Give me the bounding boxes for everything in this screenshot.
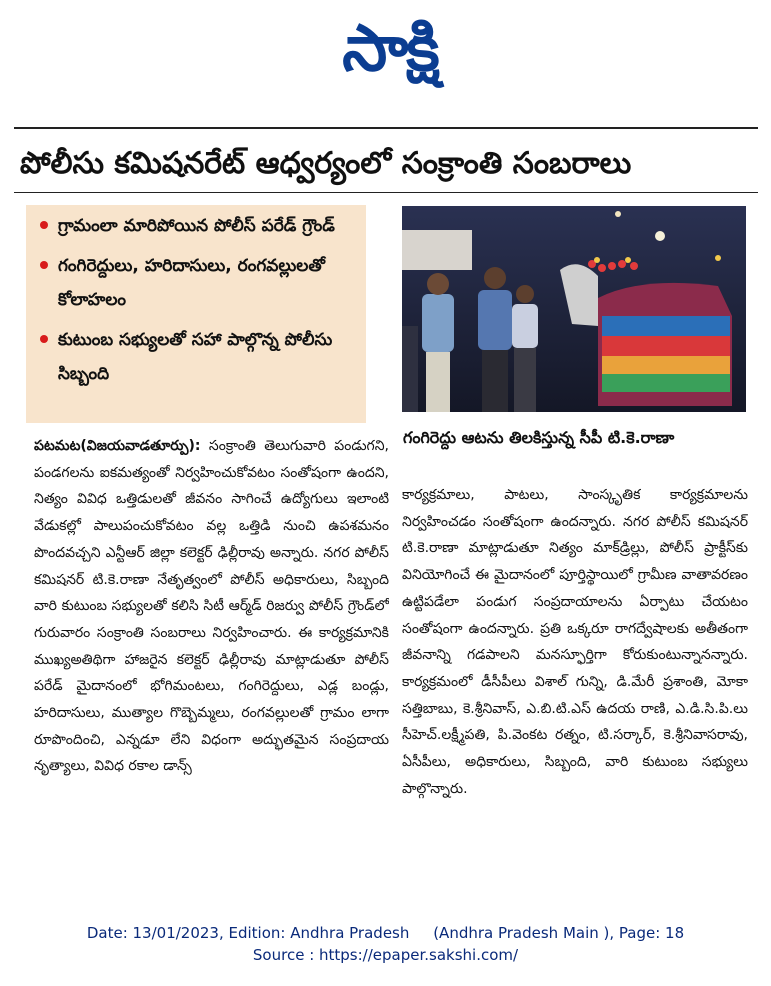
footer-date-line: Date: 13/01/2023, Edition: Andhra Pradesh (Andhra Pradesh Main ), Page: 18	[86, 924, 685, 942]
article-body-left: సంక్రాంతి తెలుగువారి పండుగని, పండగలను ఐకమత్యంతో నిర్వహించుకోవటం సంతోషంగా ఉందని, నిత్యం వివిధ ఒత్తిడులతో జీవనం సాగించే ఉద్యోగులు ఇలాంటి వేడుకల్లో పాలుపంచుకోవటం వల్ల ఒత్తిడి నుంచి ఉపశమనం పొందవచ్చని ఎన్టీఆర్ జిల్లా కలెక్టర్ ఢిల్లీరావు అన్నారు. నగర పోలీస్ కమిషనర్ టి.కె.రాణా నేతృత్వంలో పోలీస్ అధికారులు, సిబ్బంది వారి కుటుంబ సభ్యులతో కలిసి సిటీ ఆర్మ్‌డ్ రిజర్వు పోలీస్ గ్రౌండ్‌లో గురువారం సంక్రాంతి సంబరాలు నిర్వహించారు. ఈ కార్యక్రమానికి ముఖ్యఅతిథిగా హాజరైన కలెక్టర్ ఢిల్లీరావు మాట్లాడుతూ పోలీస్ పరేడ్ మైదానంలో భోగిమంటలు, గంగిరెద్దులు, ఎడ్ల బండ్లు, హరిదాసులు, ముత్యాల గొబ్బెమ్మలు, రంగవల్లులతో గ్రామం లాగా రూపొందించి, ఎన్నడూ లేని విధంగా అద్భుతమైన సంప్రదాయ నృత్యాలు, వివిధ రకాల డాన్స్	[34, 438, 389, 775]
highlight-text: గ్రామంలా మారిపోయిన పోలీస్ పరేడ్ గ్రౌండ్	[58, 216, 335, 236]
dateline: పటమట(విజయవాడతూర్పు):	[34, 438, 201, 454]
article-body-right: కార్యక్రమాలు, పాటలు, సాంస్కృతిక కార్యక్రమాలను నిర్వహించడం సంతోషంగా ఉందన్నారు. నగర పోలీస్ కమిషనర్ టి.కె.రాణా మాట్లాడుతూ నిత్యం మాక్‌డ్రిల్లు, పోలీస్ ప్రాక్టీస్‌కు వినియోగించే ఈ మైదానంలో పూర్తిస్థాయిలో గ్రామీణ వాతావరణం ఉట్టిపడేలా పండుగ సంప్రదాయాలను ఏర్పాటు చేయటం సంతోషంగా ఉందన్నారు. ప్రతి ఒక్కరూ రాగద్వేషాలకు అతీతంగా జీవనాన్ని గడపాలని మనస్ఫూర్తిగా కోరుకుంటున్నానన్నారు. కార్యక్రమంలో డీసీపీలు విశాల్ గున్ని, డి.మేరీ ప్రశాంతి, మోకా సత్తిబాబు, కె.శ్రీనివాస్, ఎ.బి.టి.ఎస్ ఉదయ రాణి, ఎ.డి.సి.పి.లు సీహెచ్.లక్ష్మీపతి, పి.వెంకట రత్నం, టి.సర్కార్, కె.శ్రీనివాసరావు, ఏసీపీలు, అధికారులు, సిబ్బంది, వారి కుటుంబ సభ్యులు పాల్గొన్నారు.	[402, 487, 748, 797]
article-column-right	[402, 482, 748, 892]
footer-source-line: Source : https://epaper.sakshi.com/	[252, 946, 519, 964]
highlight-item	[40, 249, 356, 317]
highlight-text: కుటుంబ సభ్యులతో సహా పాల్గొన్న పోలీసు సిబ్బంది	[58, 330, 333, 384]
bullet-icon	[40, 221, 48, 229]
article-column-left	[34, 433, 389, 893]
sakshi-logo	[280, 11, 500, 98]
photo-caption: గంగిరెద్దు ఆటను తిలకిస్తున్న సీపీ టి.కె.రాణా	[403, 428, 675, 447]
masthead-title: సాక్షి	[342, 11, 438, 86]
highlight-item	[40, 209, 356, 243]
headline-divider	[14, 192, 758, 193]
bullet-icon	[40, 335, 48, 343]
top-divider	[14, 127, 758, 129]
event-photo	[402, 206, 746, 412]
highlight-text: గంగిరెద్దులు, హరిదాసులు, రంగవల్లులతో కోలాహలం	[58, 256, 325, 310]
bullet-icon	[40, 261, 48, 269]
highlights-box	[26, 205, 366, 423]
highlight-item	[40, 323, 356, 391]
source-footer	[0, 922, 771, 966]
article-headline: పోలీసు కమిషనరేట్ ఆధ్వర్యంలో సంక్రాంతి సంబరాలు	[20, 146, 632, 181]
